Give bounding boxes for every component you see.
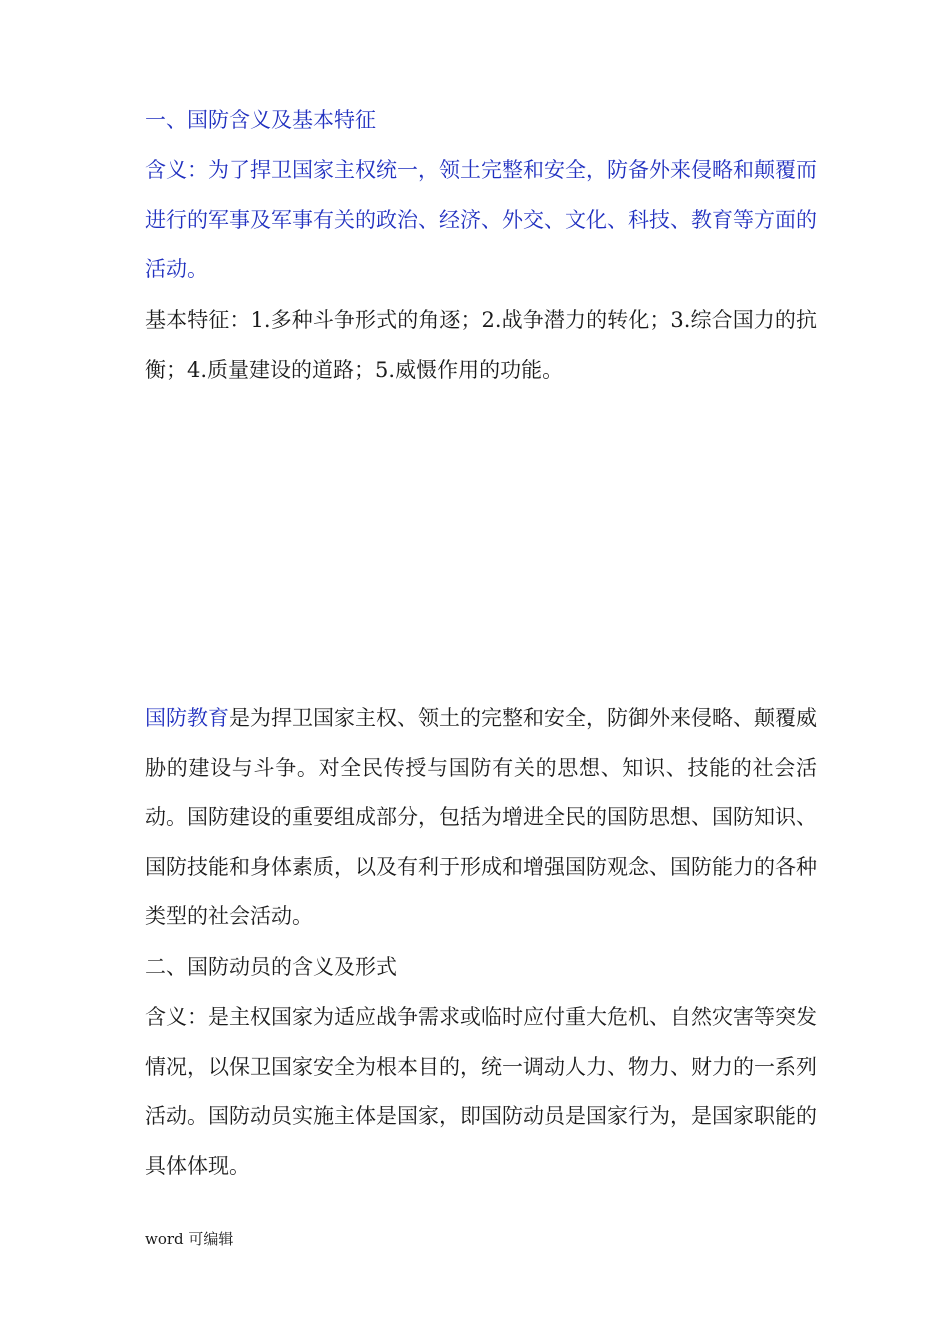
section1-heading: 一、国防含义及基本特征 [145,108,376,132]
education-text: 是为捍卫国家主权、领土的完整和安全，防御外来侵略、颠覆威胁的建设与斗争。对全民传授与国防有关的思想、知识、技能的社会活动。国防建设的重要组成部分，包括为增进全民的国防思想、国防知识、国防技能和身体素质，以及有利于形成和增强国防观念、国防能力的各种类型的社会活动。 [145,706,817,928]
section1-features: 基本特征：1.多种斗争形式的角逐；2.战争潜力的转化；3.综合国力的抗衡；4.质量建设的道路；5.威慑作用的功能。 [145,308,817,382]
education-term: 国防教育 [145,706,229,730]
footer-note: word 可编辑 [145,1230,234,1248]
education-paragraph [145,694,817,942]
section2-meaning: 含义：是主权国家为适应战争需求或临时应付重大危机、自然灾害等突发情况，以保卫国家安全为根本目的，统一调动人力、物力、财力的一系列活动。国防动员实施主体是国家，即国防动员是国家行为，是国家职能的具体体现。 [145,1005,817,1178]
section1-meaning: 含义：为了捍卫国家主权统一，领土完整和安全，防备外来侵略和颠覆而进行的军事及军事有关的政治、经济、外交、文化、科技、教育等方面的活动。 [145,158,817,281]
section2-heading: 二、国防动员的含义及形式 [145,955,397,979]
